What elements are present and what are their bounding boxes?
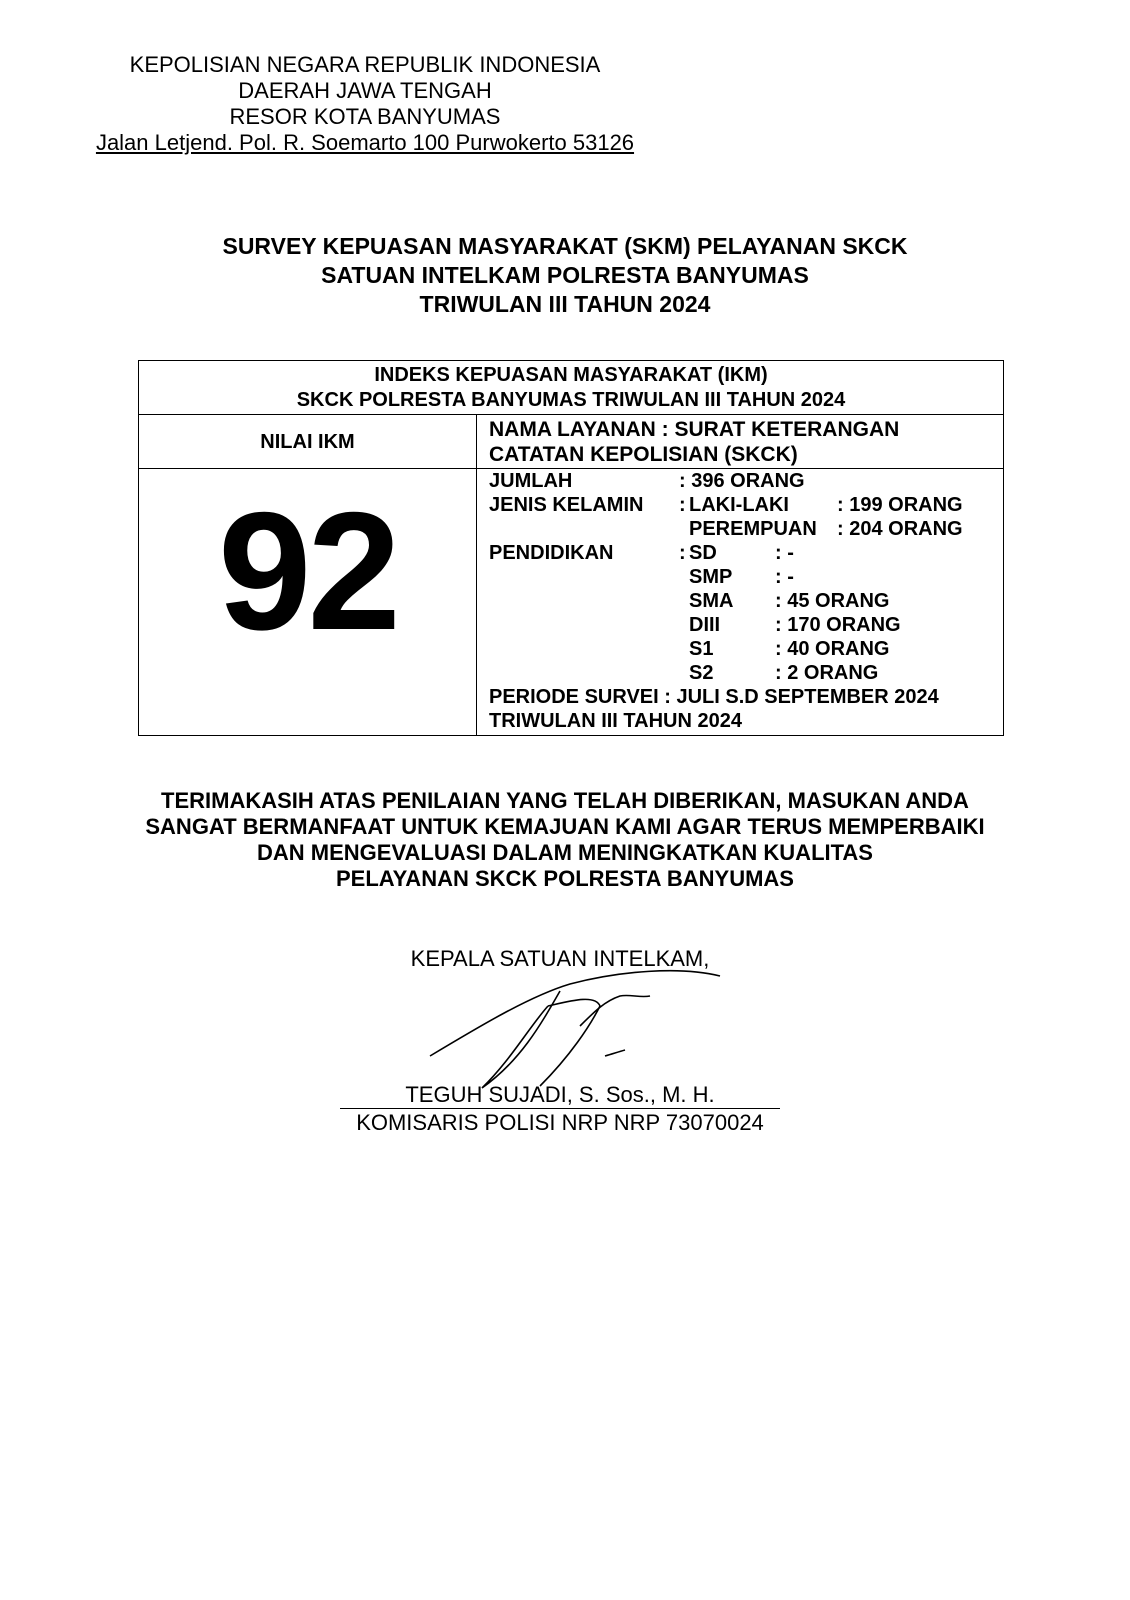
nama-layanan-line-2: CATATAN KEPOLISIAN (SKCK) xyxy=(489,443,798,466)
closing-line-4: PELAYANAN SKCK POLRESTA BANYUMAS xyxy=(336,866,794,891)
pendidikan-label: PENDIDIKAN xyxy=(489,542,614,564)
pendidikan-row-sd xyxy=(489,541,1005,565)
nama-layanan-line-1: NAMA LAYANAN : SURAT KETERANGAN xyxy=(489,418,900,441)
jenis-kelamin-row xyxy=(489,493,1005,517)
signature-title: KEPALA SATUAN INTELKAM, xyxy=(410,946,710,971)
letterhead-line-2: DAERAH JAWA TENGAH xyxy=(238,78,492,103)
periode-row xyxy=(489,685,1005,709)
triwulan-text: TRIWULAN III TAHUN 2024 xyxy=(489,710,742,732)
perempuan-label: PEREMPUAN xyxy=(689,518,817,540)
pendidikan-row-smp xyxy=(489,565,1005,589)
nama-layanan xyxy=(477,415,1003,469)
title-line-3: TRIWULAN III TAHUN 2024 xyxy=(419,291,711,317)
jumlah-label: JUMLAH xyxy=(489,470,573,492)
pendidikan-level: SD xyxy=(689,542,717,564)
signature-scribble xyxy=(420,966,740,1096)
jumlah-row xyxy=(489,469,1005,493)
closing-line-2: SANGAT BERMANFAAT UNTUK KEMAJUAN KAMI AGAR TERUS MEMPERBAIKI xyxy=(145,814,985,839)
perempuan-value: : 204 ORANG xyxy=(837,518,963,540)
pendidikan-value: : 170 ORANG xyxy=(775,614,901,636)
pendidikan-row-sma xyxy=(489,589,1005,613)
ikm-table xyxy=(138,360,1004,736)
perempuan-row xyxy=(489,517,1005,541)
table-header-line-1: INDEKS KEPUASAN MASYARAKAT (IKM) xyxy=(374,364,768,386)
title-line-1: SURVEY KEPUASAN MASYARAKAT (SKM) PELAYANAN SKCK xyxy=(222,233,908,259)
title-line-2: SATUAN INTELKAM POLRESTA BANYUMAS xyxy=(321,262,809,288)
jenis-kelamin-label: JENIS KELAMIN xyxy=(489,494,644,516)
pendidikan-value: : 45 ORANG xyxy=(775,590,890,612)
periode-survei: PERIODE SURVEI : JULI S.D SEPTEMBER 2024 xyxy=(489,686,939,708)
pendidikan-level: S1 xyxy=(689,638,714,660)
pendidikan-row-diii xyxy=(489,613,1005,637)
letterhead xyxy=(85,52,645,156)
pendidikan-value: : 2 ORANG xyxy=(775,662,879,684)
ikm-score: 92 xyxy=(218,477,397,665)
table-header-line-2: SKCK POLRESTA BANYUMAS TRIWULAN III TAHUN 2024 xyxy=(296,389,846,411)
respondent-details xyxy=(489,469,1005,733)
pendidikan-level: SMA xyxy=(689,590,734,612)
jumlah-value: : 396 ORANG xyxy=(679,470,805,492)
letterhead-address: Jalan Letjend. Pol. R. Soemarto 100 Purwokerto 53126 xyxy=(95,130,635,155)
closing-line-3: DAN MENGEVALUASI DALAM MENINGKATKAN KUALITAS xyxy=(257,840,873,865)
pendidikan-colon: : xyxy=(679,542,686,564)
table-header xyxy=(139,361,1003,415)
pendidikan-row-s2 xyxy=(489,661,1005,685)
triwulan-row xyxy=(489,709,1005,733)
pendidikan-level: DIII xyxy=(689,614,721,636)
document-title xyxy=(0,232,1130,319)
letterhead-line-1: KEPOLISIAN NEGARA REPUBLIK INDONESIA xyxy=(129,52,601,77)
closing-message xyxy=(0,788,1130,892)
laki-laki-label: LAKI-LAKI xyxy=(689,494,789,516)
laki-laki-value: : 199 ORANG xyxy=(837,494,963,516)
pendidikan-value: : - xyxy=(775,542,794,564)
letterhead-line-3: RESOR KOTA BANYUMAS xyxy=(229,104,501,129)
signature-rank: KOMISARIS POLISI NRP NRP 73070024 xyxy=(356,1110,764,1135)
jenis-kelamin-colon: : xyxy=(679,494,686,516)
pendidikan-level: S2 xyxy=(689,662,714,684)
handwritten-signature xyxy=(420,966,740,1096)
closing-line-1: TERIMAKASIH ATAS PENILAIAN YANG TELAH DIBERIKAN, MASUKAN ANDA xyxy=(161,788,969,813)
pendidikan-value: : 40 ORANG xyxy=(775,638,890,660)
signature-name: TEGUH SUJADI, S. Sos., M. H. xyxy=(340,1082,780,1109)
pendidikan-row-s1 xyxy=(489,637,1005,661)
pendidikan-value: : - xyxy=(775,566,794,588)
pendidikan-level: SMP xyxy=(689,566,733,588)
signature-block xyxy=(340,946,780,1135)
nilai-ikm-label: NILAI IKM xyxy=(139,415,476,469)
